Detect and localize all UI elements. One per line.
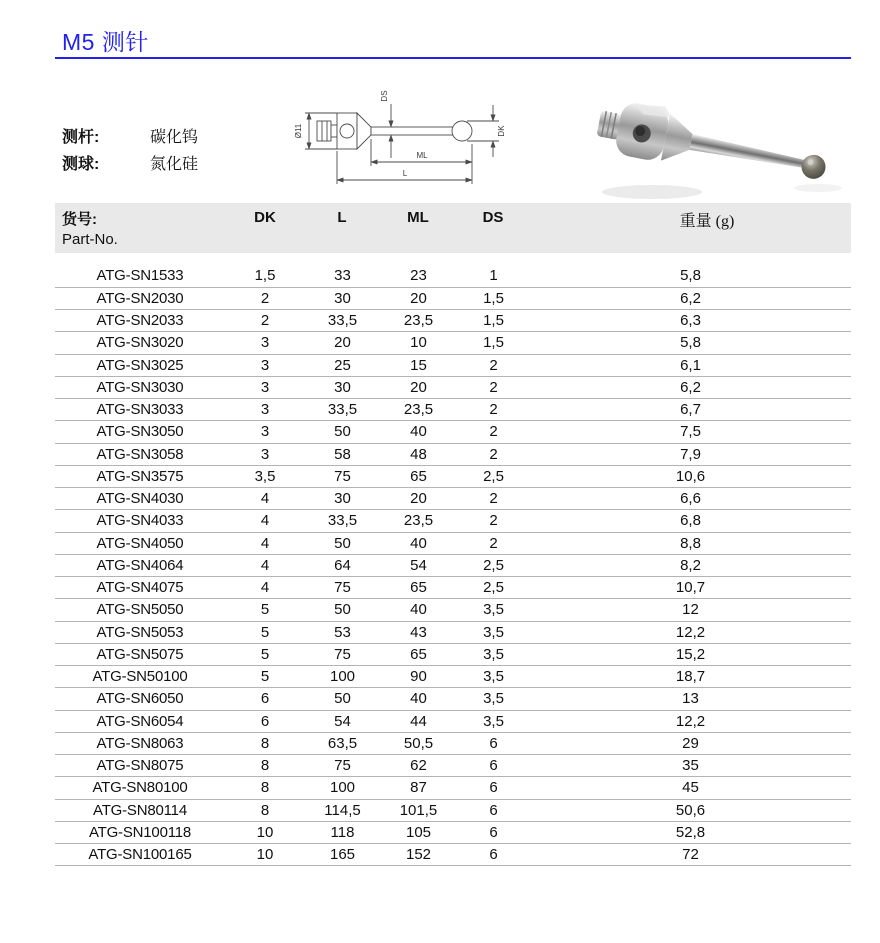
- table-row: [55, 755, 851, 777]
- cell-ml: 15: [380, 354, 457, 376]
- cell-l: 50: [305, 599, 380, 621]
- dim-l-label: L: [402, 169, 408, 178]
- cell-ds: 3,5: [457, 643, 530, 665]
- table-row: [55, 666, 851, 688]
- title-underline: [55, 57, 851, 59]
- cell-ml: 65: [380, 577, 457, 599]
- col-header-l: L: [337, 209, 347, 226]
- cell-l: 165: [305, 844, 380, 866]
- materials-block: [62, 122, 198, 176]
- col-header-ml: ML: [407, 209, 429, 226]
- cell-part: ATG-SN100165: [55, 844, 225, 866]
- cell-weight: 10,7: [530, 577, 851, 599]
- cell-part: ATG-SN2033: [55, 310, 225, 332]
- cell-l: 75: [305, 755, 380, 777]
- cell-ml: 23,5: [380, 310, 457, 332]
- cell-ds: 6: [457, 821, 530, 843]
- cell-weight: 35: [530, 755, 851, 777]
- parts-table-body: [55, 265, 851, 866]
- cell-weight: 12: [530, 599, 851, 621]
- cell-dk: 6: [225, 688, 305, 710]
- cell-dk: 3: [225, 354, 305, 376]
- cell-dk: 3: [225, 376, 305, 398]
- cell-dk: 8: [225, 777, 305, 799]
- cell-weight: 15,2: [530, 643, 851, 665]
- table-header: [55, 203, 851, 253]
- cell-dk: 5: [225, 599, 305, 621]
- cell-part: ATG-SN3025: [55, 354, 225, 376]
- cell-dk: 5: [225, 643, 305, 665]
- cell-part: ATG-SN4030: [55, 488, 225, 510]
- cell-part: ATG-SN8063: [55, 732, 225, 754]
- stylus-outline: [317, 113, 472, 149]
- dim-dk: [467, 105, 506, 157]
- cell-ds: 3,5: [457, 599, 530, 621]
- cell-part: ATG-SN80114: [55, 799, 225, 821]
- photo-shadow: [602, 185, 702, 199]
- cell-dk: 8: [225, 799, 305, 821]
- col-header-part-cn: 货号:: [62, 211, 97, 228]
- cell-part: ATG-SN6050: [55, 688, 225, 710]
- cell-l: 118: [305, 821, 380, 843]
- cell-l: 114,5: [305, 799, 380, 821]
- cell-dk: 3: [225, 443, 305, 465]
- cell-ml: 43: [380, 621, 457, 643]
- cell-ds: 6: [457, 799, 530, 821]
- cell-l: 100: [305, 666, 380, 688]
- cell-weight: 12,2: [530, 621, 851, 643]
- cell-dk: 3: [225, 399, 305, 421]
- cell-part: ATG-SN5053: [55, 621, 225, 643]
- table-row: [55, 354, 851, 376]
- cell-l: 33: [305, 265, 380, 287]
- table-row: [55, 332, 851, 354]
- cell-ml: 65: [380, 643, 457, 665]
- cell-part: ATG-SN8075: [55, 755, 225, 777]
- cell-part: ATG-SN3050: [55, 421, 225, 443]
- cell-ds: 3,5: [457, 710, 530, 732]
- cell-dk: 3: [225, 332, 305, 354]
- col-header-ds: DS: [482, 209, 504, 226]
- cell-l: 63,5: [305, 732, 380, 754]
- cell-dk: 4: [225, 532, 305, 554]
- cell-ds: 2: [457, 532, 530, 554]
- cell-part: ATG-SN100118: [55, 821, 225, 843]
- cell-weight: 5,8: [530, 265, 851, 287]
- photo-shadow-ball: [794, 184, 842, 192]
- cell-ds: 2: [457, 421, 530, 443]
- dim-ml: [371, 139, 472, 184]
- cell-ds: 2,5: [457, 554, 530, 576]
- cell-ml: 20: [380, 287, 457, 309]
- cell-part: ATG-SN4064: [55, 554, 225, 576]
- cell-ml: 44: [380, 710, 457, 732]
- cell-dk: 8: [225, 755, 305, 777]
- table-row: [55, 577, 851, 599]
- cell-part: ATG-SN4075: [55, 577, 225, 599]
- table-row: [55, 777, 851, 799]
- stylus-photo-body: [594, 95, 831, 194]
- cell-ml: 62: [380, 755, 457, 777]
- cell-ml: 40: [380, 599, 457, 621]
- cell-dk: 10: [225, 844, 305, 866]
- cell-weight: 6,2: [530, 287, 851, 309]
- table-row: [55, 821, 851, 843]
- cell-dk: 2: [225, 287, 305, 309]
- table-row: [55, 599, 851, 621]
- cell-weight: 7,9: [530, 443, 851, 465]
- shaft-material-row: [62, 122, 198, 149]
- table-row: [55, 443, 851, 465]
- cell-part: ATG-SN6054: [55, 710, 225, 732]
- cell-weight: 6,1: [530, 354, 851, 376]
- cell-part: ATG-SN1533: [55, 265, 225, 287]
- cell-ml: 10: [380, 332, 457, 354]
- cell-dk: 1,5: [225, 265, 305, 287]
- page-title: M5 测针: [62, 29, 149, 55]
- cell-weight: 6,6: [530, 488, 851, 510]
- ball-material-row: [62, 149, 198, 176]
- cell-ml: 48: [380, 443, 457, 465]
- cell-ml: 105: [380, 821, 457, 843]
- table-row: [55, 465, 851, 487]
- cell-dk: 10: [225, 821, 305, 843]
- cell-ml: 23,5: [380, 399, 457, 421]
- cell-dk: 5: [225, 621, 305, 643]
- cell-l: 20: [305, 332, 380, 354]
- cell-dk: 4: [225, 510, 305, 532]
- cell-dk: 6: [225, 710, 305, 732]
- cell-ds: 2,5: [457, 577, 530, 599]
- cell-ds: 1: [457, 265, 530, 287]
- dim-ds-label: DS: [380, 90, 389, 102]
- cell-weight: 72: [530, 844, 851, 866]
- cell-weight: 13: [530, 688, 851, 710]
- cell-dk: 3: [225, 421, 305, 443]
- cell-part: ATG-SN3033: [55, 399, 225, 421]
- cell-ml: 50,5: [380, 732, 457, 754]
- table-row: [55, 621, 851, 643]
- ball-material-value: 氮化硅: [150, 156, 199, 173]
- table-row: [55, 399, 851, 421]
- table-row: [55, 310, 851, 332]
- table-row: [55, 265, 851, 287]
- cell-l: 53: [305, 621, 380, 643]
- dim-l: [337, 151, 472, 184]
- dim-ml-label: ML: [416, 151, 428, 160]
- cell-part: ATG-SN2030: [55, 287, 225, 309]
- table-row: [55, 710, 851, 732]
- cell-part: ATG-SN50100: [55, 666, 225, 688]
- cell-part: ATG-SN3020: [55, 332, 225, 354]
- cell-part: ATG-SN80100: [55, 777, 225, 799]
- cell-l: 50: [305, 421, 380, 443]
- cell-ds: 2: [457, 354, 530, 376]
- table-row: [55, 488, 851, 510]
- cell-dk: 8: [225, 732, 305, 754]
- cell-part: ATG-SN5050: [55, 599, 225, 621]
- cell-ml: 101,5: [380, 799, 457, 821]
- table-row: [55, 554, 851, 576]
- dim-ds: [380, 90, 391, 158]
- cell-part: ATG-SN4033: [55, 510, 225, 532]
- table-row: [55, 532, 851, 554]
- cell-weight: 52,8: [530, 821, 851, 843]
- cell-weight: 8,8: [530, 532, 851, 554]
- cell-weight: 29: [530, 732, 851, 754]
- cell-dk: 5: [225, 666, 305, 688]
- cell-ds: 1,5: [457, 332, 530, 354]
- stylus-product-photo: [590, 88, 850, 208]
- cell-ds: 2: [457, 510, 530, 532]
- cell-part: ATG-SN5075: [55, 643, 225, 665]
- cell-l: 30: [305, 287, 380, 309]
- cell-ds: 1,5: [457, 310, 530, 332]
- table-row: [55, 688, 851, 710]
- cell-l: 54: [305, 710, 380, 732]
- cell-part: ATG-SN3030: [55, 376, 225, 398]
- ball-material-label: 测球:: [62, 156, 100, 173]
- table-row: [55, 510, 851, 532]
- cell-l: 50: [305, 688, 380, 710]
- cell-weight: 8,2: [530, 554, 851, 576]
- cell-weight: 12,2: [530, 710, 851, 732]
- cell-ml: 40: [380, 688, 457, 710]
- cell-ds: 2: [457, 443, 530, 465]
- cell-weight: 7,5: [530, 421, 851, 443]
- cell-ml: 54: [380, 554, 457, 576]
- table-row: [55, 732, 851, 754]
- cell-part: ATG-SN3575: [55, 465, 225, 487]
- cell-weight: 45: [530, 777, 851, 799]
- cell-dk: 4: [225, 577, 305, 599]
- cell-dk: 4: [225, 554, 305, 576]
- cell-l: 33,5: [305, 510, 380, 532]
- cell-ds: 1,5: [457, 287, 530, 309]
- dim-diameter-label: Ø11: [294, 123, 303, 139]
- table-row: [55, 376, 851, 398]
- cell-l: 33,5: [305, 310, 380, 332]
- cell-ml: 40: [380, 532, 457, 554]
- cell-ds: 2: [457, 488, 530, 510]
- cell-l: 58: [305, 443, 380, 465]
- table-row: [55, 844, 851, 866]
- cell-dk: 2: [225, 310, 305, 332]
- cell-ds: 2,5: [457, 465, 530, 487]
- cell-ml: 20: [380, 376, 457, 398]
- table-row: [55, 643, 851, 665]
- cell-ml: 20: [380, 488, 457, 510]
- col-header-weight: 重量 (g): [679, 213, 735, 230]
- cell-weight: 6,7: [530, 399, 851, 421]
- cell-weight: 5,8: [530, 332, 851, 354]
- cell-l: 75: [305, 643, 380, 665]
- cell-ml: 90: [380, 666, 457, 688]
- cell-ml: 87: [380, 777, 457, 799]
- cell-l: 64: [305, 554, 380, 576]
- cell-ds: 3,5: [457, 666, 530, 688]
- shaft-material-value: 碳化钨: [150, 129, 199, 146]
- cell-l: 30: [305, 488, 380, 510]
- cell-l: 33,5: [305, 399, 380, 421]
- cell-ds: 6: [457, 844, 530, 866]
- cell-part: ATG-SN4050: [55, 532, 225, 554]
- col-header-part-en: Part-No.: [62, 231, 118, 248]
- cell-weight: 50,6: [530, 799, 851, 821]
- dim-dk-label: DK: [497, 125, 506, 137]
- cell-weight: 18,7: [530, 666, 851, 688]
- cell-part: ATG-SN3058: [55, 443, 225, 465]
- cell-l: 75: [305, 465, 380, 487]
- cell-ds: 6: [457, 732, 530, 754]
- cell-weight: 6,8: [530, 510, 851, 532]
- cell-l: 25: [305, 354, 380, 376]
- cell-ml: 152: [380, 844, 457, 866]
- cell-ds: 3,5: [457, 688, 530, 710]
- cell-ds: 3,5: [457, 621, 530, 643]
- cell-l: 50: [305, 532, 380, 554]
- table-row: [55, 421, 851, 443]
- parts-table: [55, 265, 851, 866]
- cell-weight: 6,2: [530, 376, 851, 398]
- cell-ml: 23: [380, 265, 457, 287]
- cell-l: 100: [305, 777, 380, 799]
- cell-l: 75: [305, 577, 380, 599]
- col-header-dk: DK: [254, 209, 276, 226]
- cell-ml: 23,5: [380, 510, 457, 532]
- cell-ml: 40: [380, 421, 457, 443]
- table-row: [55, 287, 851, 309]
- cell-l: 30: [305, 376, 380, 398]
- cell-ds: 6: [457, 777, 530, 799]
- cell-ds: 6: [457, 755, 530, 777]
- cell-ml: 65: [380, 465, 457, 487]
- cell-dk: 4: [225, 488, 305, 510]
- cell-ds: 2: [457, 376, 530, 398]
- table-row: [55, 799, 851, 821]
- cell-dk: 3,5: [225, 465, 305, 487]
- cell-weight: 6,3: [530, 310, 851, 332]
- shaft-material-label: 测杆:: [62, 129, 100, 146]
- cell-weight: 10,6: [530, 465, 851, 487]
- cell-ds: 2: [457, 399, 530, 421]
- stylus-dimension-drawing: [283, 84, 525, 204]
